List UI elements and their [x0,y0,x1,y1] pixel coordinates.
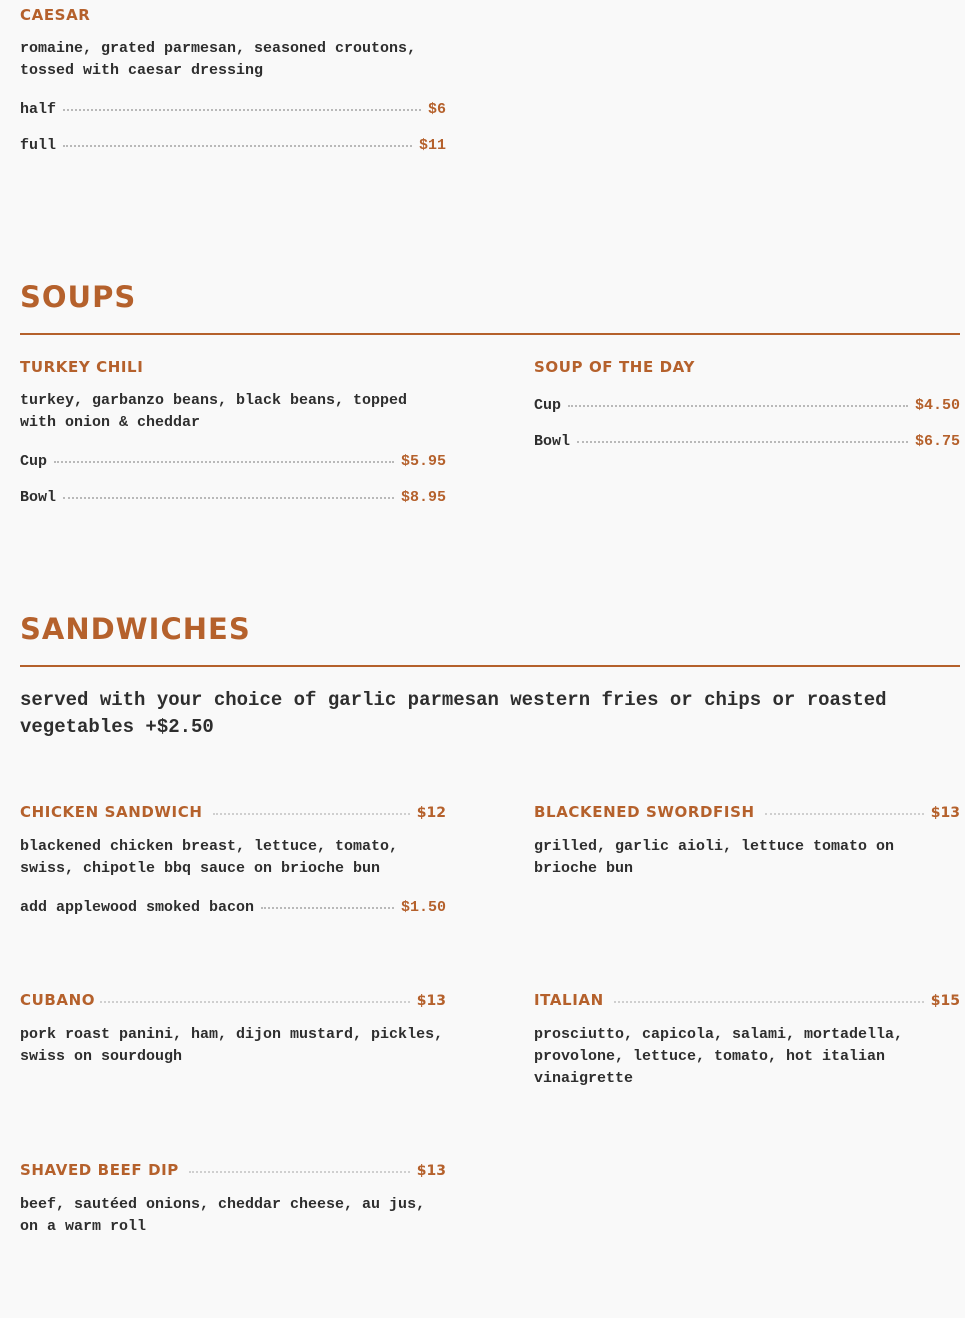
chicken-sandwich-description: blackened chicken breast, lettuce, tomato, swiss, chipotle bbq sauce on brioche bun [20,838,399,877]
option-price: $6.75 [914,433,960,450]
option-label: Bowl [534,433,571,450]
turkey-chili-description: turkey, garbanzo beans, black beans, topped with onion & cheddar [20,392,408,431]
dot-leader [213,813,410,815]
sandwiches-section-title: SANDWICHES [20,612,251,646]
dot-leader [577,441,908,443]
option-price: $11 [418,137,446,154]
dot-leader [189,1171,410,1173]
option-price: $4.50 [914,397,960,414]
blackened-swordfish-title: BLACKENED SWORDFISH [534,803,755,821]
chicken-sandwich-addon [20,899,446,916]
sandwiches-divider [20,665,960,667]
dot-leader [63,109,421,111]
caesar-option-full [20,137,446,154]
shaved-beef-dip-price: $13 [416,1163,446,1179]
option-label: half [20,101,57,118]
cubano-title: CUBANO [20,991,96,1009]
dot-leader [100,1001,410,1003]
shaved-beef-dip-title: SHAVED BEEF DIP [20,1161,179,1179]
italian-price: $15 [930,993,960,1009]
cubano-description: pork roast panini, ham, dijon mustard, pickles, swiss on sourdough [20,1026,444,1065]
soup-of-the-day-option-cup [534,397,960,414]
dot-leader [765,813,924,815]
option-price: $8.95 [400,489,446,506]
soups-divider [20,333,960,335]
blackened-swordfish-price: $13 [930,805,960,821]
caesar-title: CAESAR [20,6,91,24]
dot-leader [63,497,394,499]
turkey-chili-title: TURKEY CHILI [20,358,144,376]
turkey-chili-option-cup [20,453,446,470]
italian-description: prosciutto, capicola, salami, mortadella, provolone, lettuce, tomato, hot italian vinaigrette [534,1026,904,1087]
soup-of-the-day-title: SOUP OF THE DAY [534,358,695,376]
dot-leader [568,405,908,407]
option-label: Cup [20,453,48,470]
chicken-sandwich-title: CHICKEN SANDWICH [20,803,203,821]
addon-price: $1.50 [400,899,446,916]
cubano-header [20,991,446,1009]
soups-section-title: SOUPS [20,280,137,314]
blackened-swordfish-description: grilled, garlic aioli, lettuce tomato on brioche bun [534,838,895,877]
dot-leader [54,461,394,463]
addon-label: add applewood smoked bacon [20,899,255,916]
caesar-option-half [20,101,446,118]
dot-leader [614,1001,924,1003]
italian-header [534,991,960,1009]
blackened-swordfish-header [534,803,960,821]
shaved-beef-dip-description: beef, sautéed onions, cheddar cheese, au jus, on a warm roll [20,1196,426,1235]
option-label: full [20,137,57,154]
caesar-description: romaine, grated parmesan, seasoned croutons, tossed with caesar dressing [20,40,417,79]
option-price: $6 [427,101,446,118]
option-price: $5.95 [400,453,446,470]
chicken-sandwich-price: $12 [416,805,446,821]
shaved-beef-dip-header [20,1161,446,1179]
italian-title: ITALIAN [534,991,604,1009]
sandwiches-side-note: served with your choice of garlic parmesan western fries or chips or roasted vegetables +$2.50 [20,689,887,738]
dot-leader [261,907,394,909]
option-label: Cup [534,397,562,414]
chicken-sandwich-header [20,803,446,821]
option-label: Bowl [20,489,57,506]
cubano-price: $13 [416,993,446,1009]
dot-leader [63,145,412,147]
turkey-chili-option-bowl [20,489,446,506]
soup-of-the-day-option-bowl [534,433,960,450]
